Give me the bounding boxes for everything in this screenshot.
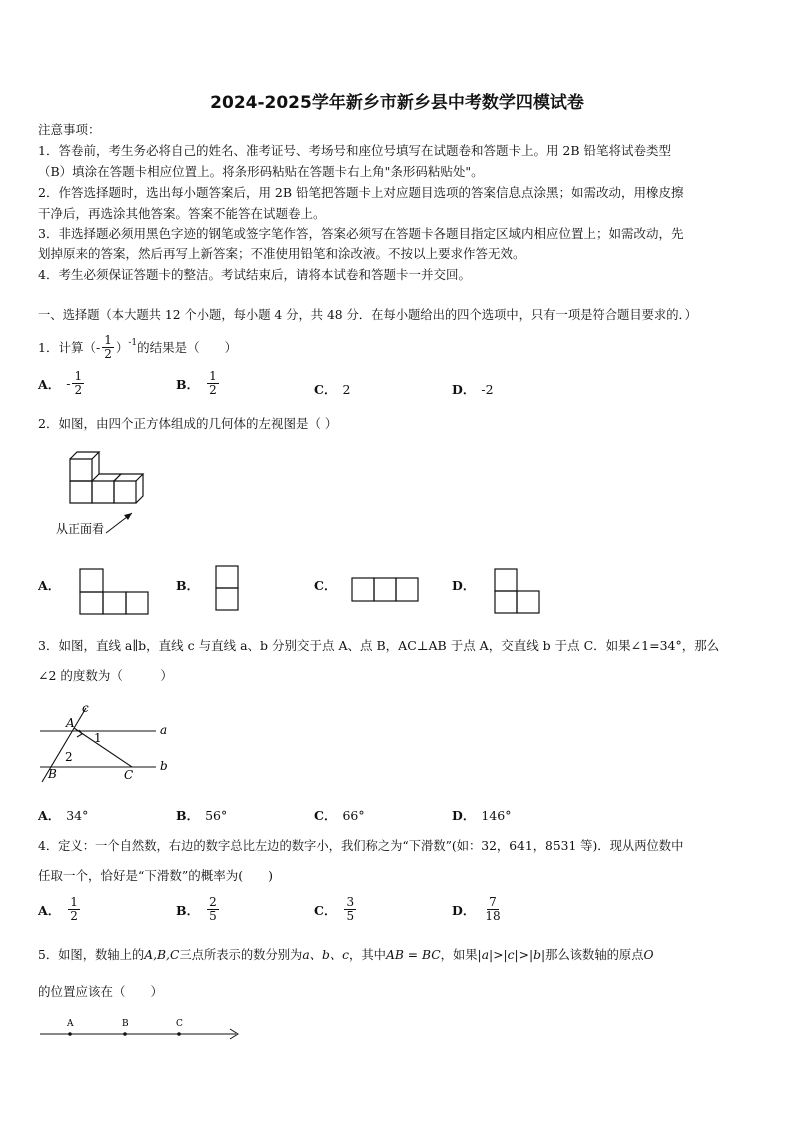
section-heading: 一、选择题（本大题共 12 个小题，每小题 4 分，共 48 分．在每小题给出的四个选项中，只有一项是符合题目要求的．） [38,308,697,322]
label-C: C [176,1019,183,1029]
option-fraction [72,370,84,397]
option-fraction [68,896,80,923]
option-fraction [483,896,502,923]
q3-option-a[interactable] [38,806,88,824]
frac-den: 18 [485,909,501,923]
frac-den: 5 [209,909,217,923]
label-A: A [66,716,75,730]
cube-face [114,481,136,503]
q3-option-c[interactable] [314,806,365,824]
q1-prefix: 1．计算（- [38,339,101,355]
q1-option-a[interactable] [38,370,86,397]
question-3-stem-line-1: 3．如图，直线 a∥b，直线 c 与直线 a、b 分别交于点 A、点 B，AC⊥AB 于点 A，交直线 b 于点 C．如果∠1=34°，那么 [38,638,720,653]
q1-fraction [102,334,114,361]
frac-den: 5 [346,909,355,923]
option-value: -2 [481,381,494,397]
option-label: B． [176,808,200,823]
label-B: B [122,1019,129,1029]
notice-line: 干净后，再选涂其他答案。答案不能答在试题卷上。 [38,206,326,221]
q1-suffix: ） [115,339,129,355]
q1-frac-num: 1 [104,333,112,347]
q3-geometry-figure [36,700,186,785]
frac-den: 2 [209,383,217,397]
option-value: 56° [205,807,228,823]
frac-num: 2 [209,895,217,909]
question-3-stem-line-2: ∠2 的度数为（ ） [38,668,173,683]
question-5-stem-line-1 [38,946,654,964]
cube-top [121,474,143,481]
option-label: D． [452,808,476,823]
q2-option-a-label[interactable]: A． [38,578,61,593]
notice-line: （B）填涂在答题卡相应位置上。将条形码粘贴在答题卡右上角"条形码粘贴处"。 [38,164,484,179]
q5-var: b [533,948,541,962]
frac-num: 3 [346,895,355,909]
point-C [177,1032,181,1036]
q5-text: |>| [489,948,508,962]
label-A: A [67,1019,74,1029]
q4-option-b[interactable] [176,896,221,923]
q1-tail: 的结果是（ ） [137,339,238,355]
q1-frac-den: 2 [104,347,112,361]
frac-num: 1 [70,895,78,909]
cube-face [70,459,92,481]
option-value: 146° [481,807,512,823]
option-label: C． [314,382,337,397]
option-fraction [207,896,219,923]
option-label: D． [452,902,476,918]
option-fraction [207,370,219,397]
label-angle-2: 2 [65,750,73,764]
q1-exponent: -1 [128,337,138,348]
label-C: C [124,768,134,782]
page-title: 2024-2025学年新乡市新乡县中考数学四模试卷 [210,93,584,113]
notice-line: 3．非选择题必须用黑色字迹的钢笔或签字笔作答，答案必须写在答题卡各题目指定区域内相应位置上；如需改动，先 [38,226,684,241]
cube-face [70,481,92,503]
question-1-stem [38,334,237,361]
cube-top [70,452,99,459]
cube-side [136,474,143,503]
q2-option-b-figure[interactable] [214,564,242,614]
label-B: B [48,767,57,781]
question-4-stem-line-2: 任取一个，恰好是“下滑数”的概率为( ) [38,868,274,883]
point-B [123,1032,127,1036]
option-label: C． [314,808,337,823]
frac-num: 1 [74,369,83,383]
label-angle-1: 1 [94,731,102,745]
q2-solid-figure [40,445,170,540]
option-value: 66° [342,807,365,823]
frac-den: 2 [74,383,83,397]
question-5-stem-line-2: 的位置应该在（ ） [38,984,164,999]
label-c: c [82,701,89,715]
q2-option-d-figure[interactable] [493,567,545,617]
q5-values: a、b、c [302,948,350,962]
label-b: b [160,759,168,773]
q5-text: |那么该数轴的原点 [541,948,644,962]
option-label: B． [176,902,200,918]
q2-option-b-label[interactable]: B． [176,578,200,593]
notice-line: 划掉原来的答案，然后再写上新答案；不准使用铅笔和涂改液。不按以上要求作答无效。 [38,246,526,261]
option-fraction [344,896,356,923]
q3-option-d[interactable] [452,806,511,824]
question-2-stem: 2．如图，由四个正方体组成的几何体的左视图是（ ） [38,416,338,431]
notice-line: 2．作答选择题时，选出每小题答案后，用 2B 铅笔把答题卡上对应题目选项的答案信息点涂黑；如需改动，用橡皮擦 [38,185,684,200]
q5-text: |>| [514,948,534,962]
q5-number-line [36,1014,246,1044]
q2-option-c-label[interactable]: C． [314,578,337,593]
cube-side [92,452,99,481]
option-label: A． [38,902,61,918]
frac-den: 2 [70,909,78,923]
option-value: 34° [66,807,89,823]
q5-points: A,B,C [144,948,180,962]
option-label: B． [176,376,200,392]
q1-option-c[interactable] [314,380,350,398]
frac-num: 1 [209,369,217,383]
point-A [68,1032,72,1036]
notice-heading: 注意事项： [38,122,101,137]
q4-option-c[interactable] [314,896,358,923]
option-label: C． [314,902,337,918]
frac-num: 7 [489,895,497,909]
label-a: a [160,723,168,737]
segment-ac [74,728,132,767]
q2-option-a-figure[interactable] [78,567,150,619]
option-label: D． [452,382,476,397]
question-4-stem-line-1: 4．定义：一个自然数，右边的数字总比左边的数字小，我们称之为“下滑数”(如：32，641，8531 等)．现从两位数中 [38,839,684,853]
q4-option-d[interactable] [452,896,505,923]
q3-option-b[interactable] [176,806,227,824]
cube-face [92,481,114,503]
option-value: 2 [342,381,351,397]
q5-text: ，如果| [440,948,482,962]
q2-option-c-figure[interactable] [350,576,422,604]
notice-line: 4．考生必须保证答题卡的整洁。考试结束后，请将本试卷和答题卡一并交回。 [38,267,471,282]
q5-var: a [481,948,490,962]
q5-var: c [507,948,515,962]
q5-text: ，其中 [349,948,386,962]
q5-equation: AB = BC [385,948,441,962]
arrow-head [124,513,132,520]
q5-text: 三点所表示的数分别为 [179,948,303,962]
q4-option-a[interactable] [38,896,82,923]
q2-option-d-label[interactable]: D． [452,578,476,593]
q1-option-b[interactable] [176,370,221,397]
option-label: A． [38,376,61,392]
q1-option-d[interactable] [452,380,494,398]
view-label: 从正面看 [56,522,105,536]
q5-text: 5．如图，数轴上的 [38,948,145,962]
q5-origin: O [643,948,654,962]
option-sign: - [66,376,71,391]
option-label: A． [38,808,61,823]
notice-line: 1．答卷前，考生务必将自己的姓名、准考证号、考场号和座位号填写在试题卷和答题卡上。用 2B 铅笔将试卷类型 [38,143,672,158]
